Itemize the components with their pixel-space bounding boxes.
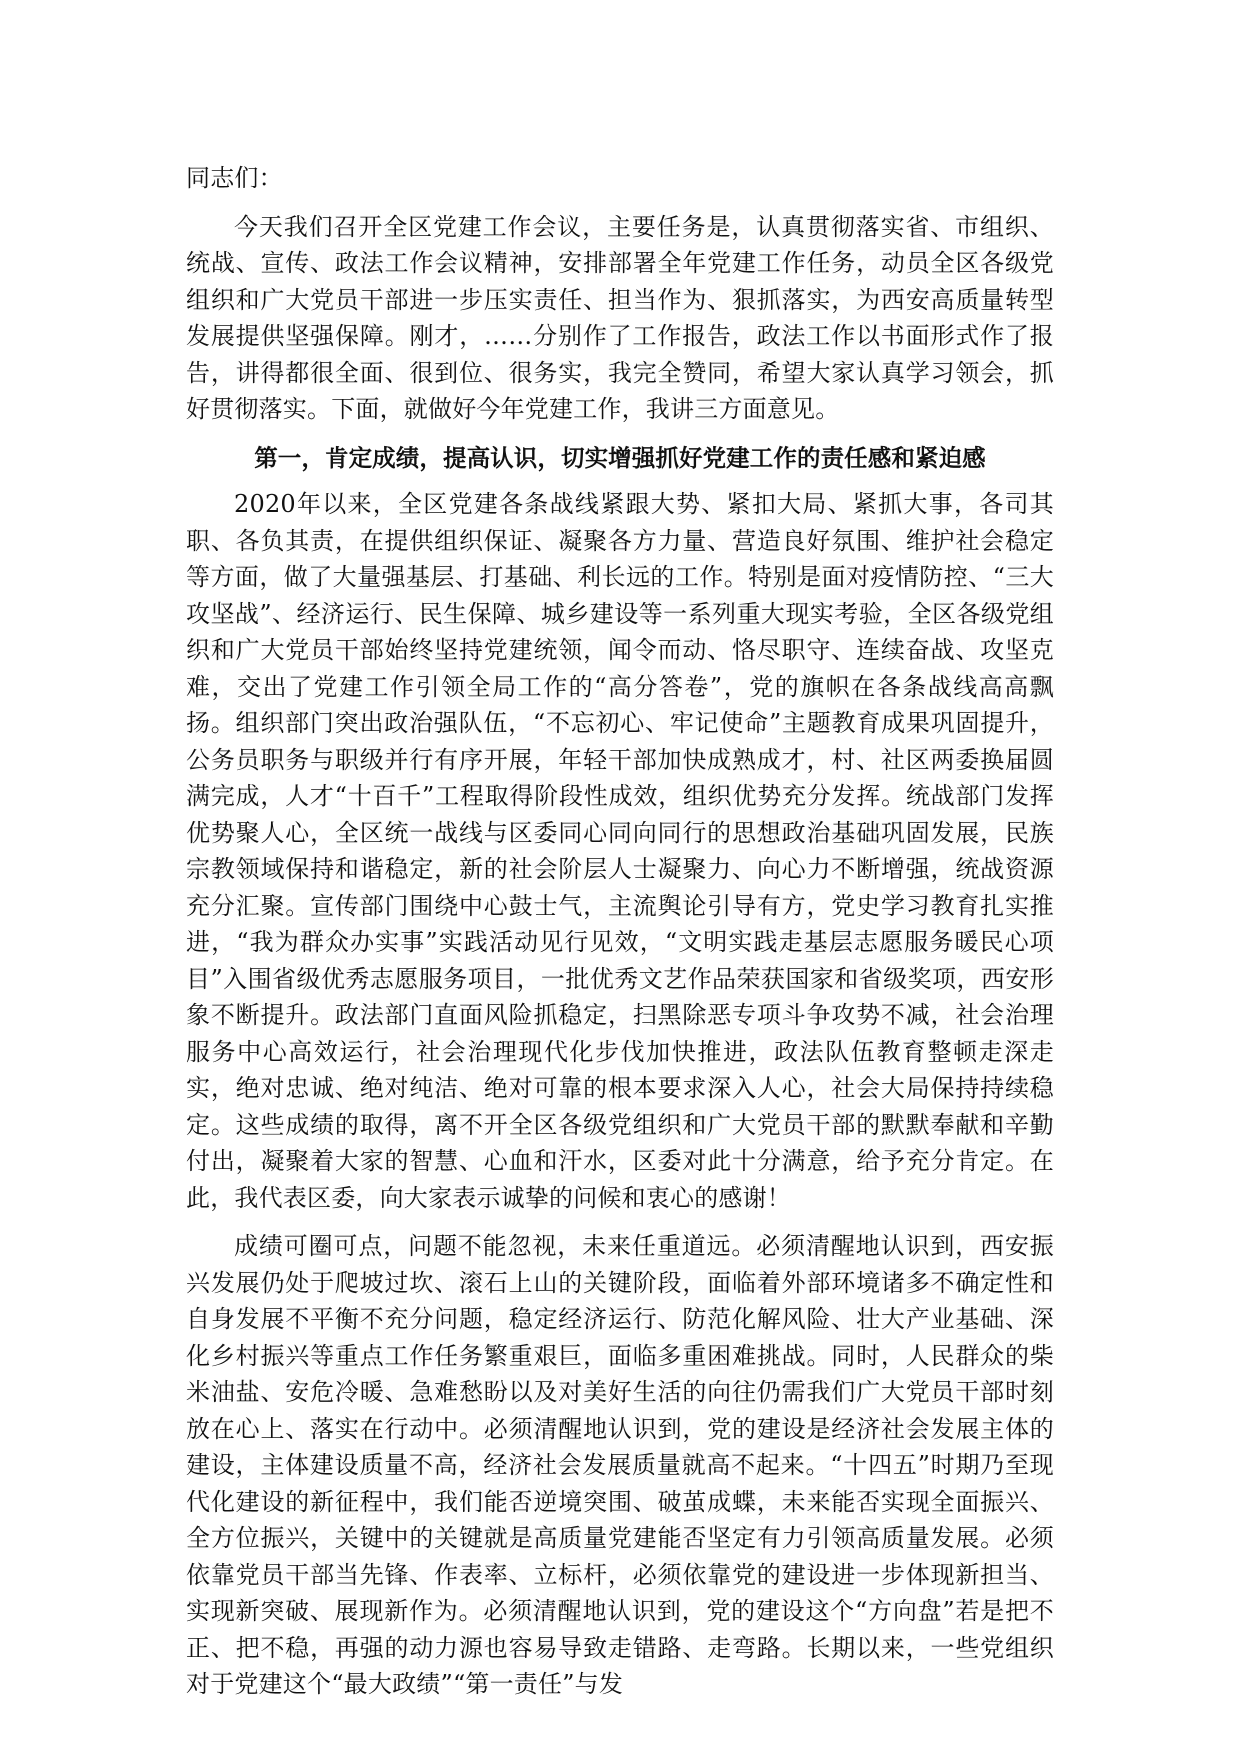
achievements-paragraph: 2020年以来，全区党建各条战线紧跟大势、紧扣大局、紧抓大事，各司其职、各负其责，在提供组织保证、凝聚各方力量、营造良好氛围、维护社会稳定等方面，做了大量强基层、打基础、利长远的工作。特别是面对疫情防控、“三大攻坚战”、经济运行、民生保障、城乡建设等一系列重大现实考验，全区各级党组织和广大党员干部始终坚持党建统领，闻令而动、恪尽职守、连续奋战、攻坚克难，交出了党建工作引领全局工作的“高分答卷”，党的旗帜在各条战线高高飘扬。组织部门突出政治强队伍，“不忘初心、牢记使命”主题教育成果巩固提升，公务员职务与职级并行有序开展，年轻干部加快成熟成才，村、社区两委换届圆满完成，人才“十百千”工程取得阶段性成效，组织优势充分发挥。统战部门发挥优势聚人心，全区统一战线与区委同心同向同行的思想政治基础巩固发展，民族宗教领域保持和谐稳定，新的社会阶层人士凝聚力、向心力不断增强，统战资源充分汇聚。宣传部门围绕中心鼓士气，主流舆论引导有方，党史学习教育扎实推进，“我为群众办实事”实践活动见行见效，“文明实践走基层志愿服务暖民心项目”入围省级优秀志愿服务项目，一批优秀文艺作品荣获国家和省级奖项，西安形象不断提升。政法部门直面风险抓稳定，扫黑除恶专项斗争攻势不减，社会治理服务中心高效运行，社会治理现代化步伐加快推进，政法队伍教育整顿走深走实，绝对忠诚、绝对纯洁、绝对可靠的根本要求深入人心，社会大局保持持续稳定。这些成绩的取得，离不开全区各级党组织和广大党员干部的默默奉献和辛勤付出，凝聚着大家的智慧、心血和汗水，区委对此十分满意，给予充分肯定。在此，我代表区委，向大家表示诚挚的问候和衷心的感谢！ [186, 490, 1054, 1212]
salutation: 同志们： [186, 164, 283, 192]
intro-paragraph: 今天我们召开全区党建工作会议，主要任务是，认真贯彻落实省、市组织、统战、宣传、政法工作会议精神，安排部署全年党建工作任务，动员全区各级党组织和广大党员干部进一步压实责任、担当作为、狠抓落实，为西安高质量转型发展提供坚强保障。刚才，……分别作了工作报告，政法工作以书面形式作了报告，讲得都很全面、很到位、很务实，我完全赞同，希望大家认真学习领会，抓好贯彻落实。下面，就做好今年党建工作，我讲三方面意见。 [186, 212, 1054, 423]
document-body [186, 160, 1054, 1715]
section-heading: 第一，肯定成绩，提高认识，切实增强抓好党建工作的责任感和紧迫感 [254, 443, 986, 472]
challenges-paragraph: 成绩可圈可点，问题不能忽视，未来任重道远。必须清醒地认识到，西安振兴发展仍处于爬坡过坎、滚石上山的关键阶段，面临着外部环境诸多不确定性和自身发展不平衡不充分问题，稳定经济运行、防范化解风险、壮大产业基础、深化乡村振兴等重点工作任务繁重艰巨，面临多重困难挑战。同时，人民群众的柴米油盐、安危冷暖、急难愁盼以及对美好生活的向往仍需我们广大党员干部时刻放在心上、落实在行动中。必须清醒地认识到，党的建设是经济社会发展主体的建设，主体建设质量不高，经济社会发展质量就高不起来。“十四五”时期乃至现代化建设的新征程中，我们能否逆境突围、破茧成蝶，未来能否实现全面振兴、全方位振兴，关键中的关键就是高质量党建能否坚定有力引领高质量发展。必须依靠党员干部当先锋、作表率、立标杆，必须依靠党的建设进一步体现新担当、实现新突破、展现新作为。必须清醒地认识到，党的建设这个“方向盘”若是把不正、把不稳，再强的动力源也容易导致走错路、走弯路。长期以来，一些党组织对于党建这个“最大政绩”“第一责任”与发 [186, 1232, 1054, 1698]
